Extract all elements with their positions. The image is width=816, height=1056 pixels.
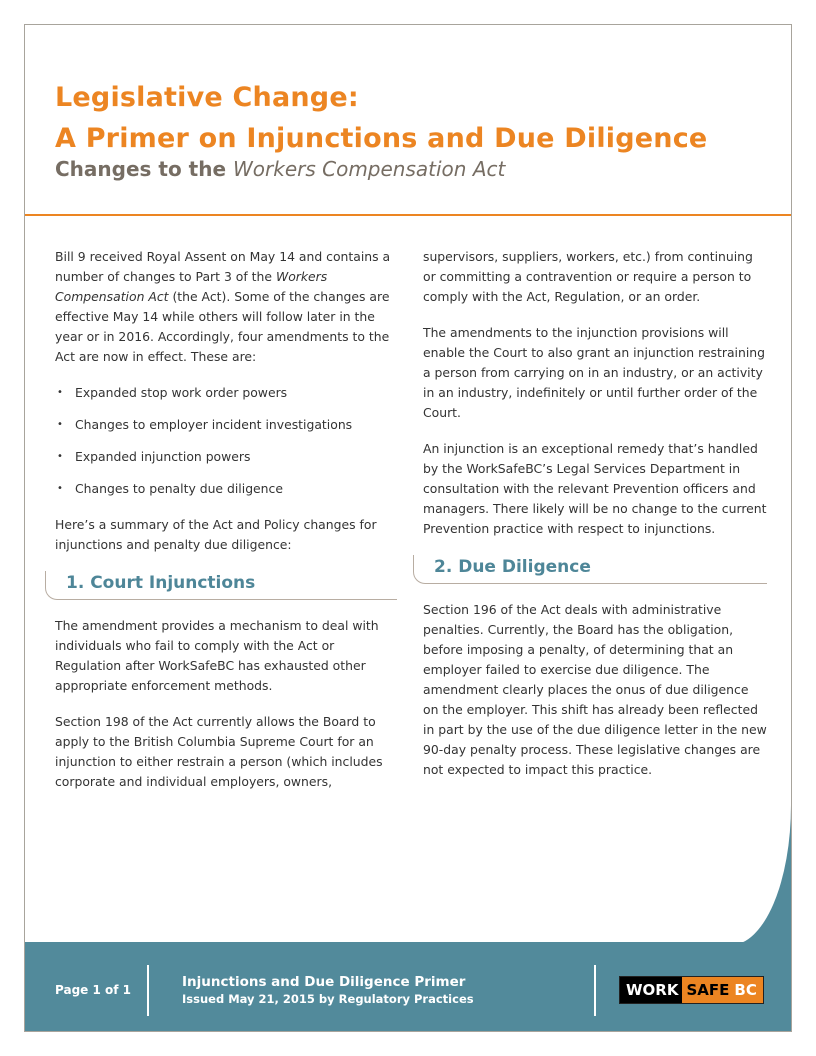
footer-divider: [147, 965, 149, 1016]
paragraph: supervisors, suppliers, workers, etc.) from continuing or committing a contravention or require a person to comply with the Act, Regulation, or an order.: [423, 249, 753, 304]
page-title: Legislative Change: A Primer on Injunctions and Due Diligence: [55, 82, 708, 154]
summary-paragraph: Here’s a summary of the Act and Policy changes for injunctions and penalty due diligence:: [55, 517, 377, 552]
footer-doc-title: Injunctions and Due Diligence Primer: [182, 974, 466, 990]
worksafebc-logo: WORK SAFE BC: [619, 976, 764, 1004]
footer: [25, 942, 791, 1032]
intro-paragraph: Bill 9 received Royal Assent on May 14 and contains a number of changes to Part 3 of the Workers Compensation Act (the Act). Some of the changes are effective May 14 while others will follow later in the year or in 2016. Accordingly, four amendments to the Act are now in effect. These are:: [55, 249, 391, 364]
paragraph: An injunction is an exceptional remedy that’s handled by the WorkSafeBC’s Legal Services Department in consultation with the relevant Prevention officers and managers. There likely will be no change to the current Prevention practice with respect to injunctions.: [423, 441, 767, 536]
left-column: [55, 247, 397, 808]
paragraph: Section 198 of the Act currently allows the Board to apply to the British Columbia Supreme Court for an injunction to either restrain a person (which includes corporate and individual employers, owners,: [55, 714, 383, 789]
amendments-list: [55, 383, 397, 499]
paragraph: The amendments to the injunction provisions will enable the Court to also grant an injunction restraining a person from carrying on in an industry, or an activity in an industry, indefinitely or until further order of the Court.: [423, 325, 765, 420]
list-item: • Changes to penalty due diligence: [55, 479, 397, 499]
page-subtitle: Changes to the Workers Compensation Act: [55, 157, 506, 181]
section-heading-court-injunctions: 1. Court Injunctions: [45, 571, 397, 600]
page-number: Page 1 of 1: [55, 983, 131, 997]
footer-curve: [731, 805, 791, 945]
paragraph: The amendment provides a mechanism to deal with individuals who fail to comply with the Act or Regulation after WorkSafeBC has exhausted other appropriate enforcement methods.: [55, 618, 379, 693]
list-item: • Expanded injunction powers: [55, 447, 397, 467]
right-column: [423, 247, 767, 796]
list-item: • Expanded stop work order powers: [55, 383, 397, 403]
paragraph: Section 196 of the Act deals with administrative penalties. Currently, the Board has the obligation, before imposing a penalty, of determining that an employer failed to exercise due diligence. The amendment clearly places the onus of due diligence on the employer. This shift has already been reflected in part by the use of the due diligence letter in the new 90-day penalty process. These legislative changes are not expected to impact this practice.: [423, 602, 767, 777]
header-divider: [25, 214, 791, 216]
footer-divider: [594, 965, 596, 1016]
footer-issued: Issued May 21, 2015 by Regulatory Practices: [182, 992, 474, 1006]
list-item: • Changes to employer incident investigations: [55, 415, 397, 435]
section-heading-due-diligence: 2. Due Diligence: [413, 555, 767, 584]
document-page: [24, 24, 792, 1032]
